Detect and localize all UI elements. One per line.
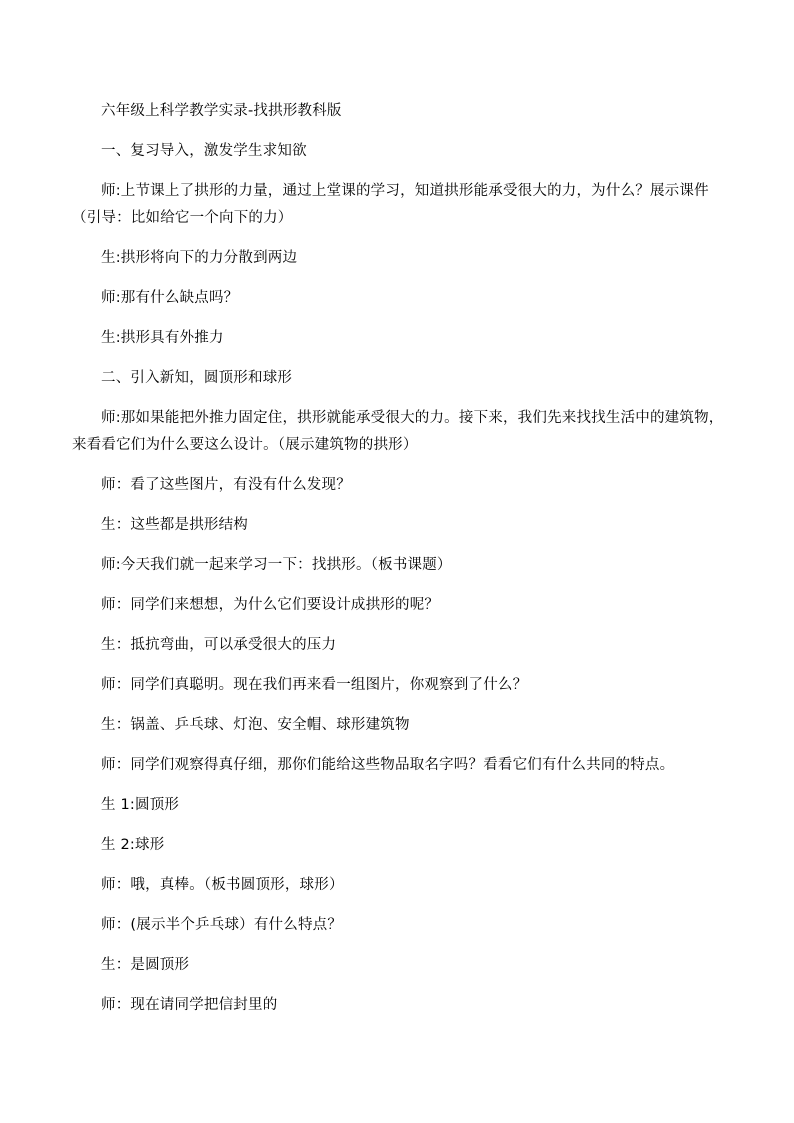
paragraph: 师：看了这些图片，有没有什么发现？ — [101, 477, 351, 493]
paragraph: 师：同学们真聪明。现在我们再来看一组图片，你观察到了什么？ — [101, 677, 528, 693]
section-heading: 二、引入新知，圆顶形和球形 — [101, 370, 293, 386]
paragraph: 师:上节课上了拱形的力量，通过上堂课的学习，知道拱形能承受很大的力，为什么？展示课件（引导：比如给它一个向下的力） — [72, 183, 709, 226]
paragraph: 师：同学们观察得真仔细，那你们能给这些物品取名字吗？看看它们有什么共同的特点。 — [101, 757, 675, 773]
paragraph: 生:拱形具有外推力 — [101, 330, 224, 346]
paragraph: 生:拱形将向下的力分散到两边 — [101, 250, 298, 266]
document-body — [72, 98, 724, 1032]
paragraph: 师:那如果能把外推力固定住，拱形就能承受很大的力。接下来，我们先来找找生活中的建筑物，来看看它们为什么要这么设计。（展示建筑物的拱形） — [72, 410, 724, 453]
paragraph: 生 1:圆顶形 — [101, 797, 180, 813]
paragraph: 师:今天我们就一起来学习一下：找拱形。（板书课题） — [101, 557, 452, 573]
paragraph: 生：抵抗弯曲，可以承受很大的压力 — [101, 637, 337, 653]
paragraph: 师:那有什么缺点吗？ — [101, 290, 239, 306]
paragraph: 师：哦，真棒。（板书圆顶形，球形） — [101, 877, 344, 893]
paragraph: 师：(展示半个乒乓球）有什么特点？ — [101, 917, 343, 933]
paragraph: 师：现在请同学把信封里的 — [101, 997, 278, 1013]
section-heading: 一、复习导入，激发学生求知欲 — [101, 143, 307, 159]
paragraph: 生 2:球形 — [101, 837, 165, 853]
paragraph: 生：这些都是拱形结构 — [101, 517, 248, 533]
paragraph: 师：同学们来想想，为什么它们要设计成拱形的呢？ — [101, 597, 440, 613]
paragraph: 生：是圆顶形 — [101, 957, 190, 973]
document-title: 六年级上科学教学实录-找拱形教科版 — [101, 103, 342, 119]
paragraph: 生：锅盖、乒乓球、灯泡、安全帽、球形建筑物 — [101, 717, 410, 733]
